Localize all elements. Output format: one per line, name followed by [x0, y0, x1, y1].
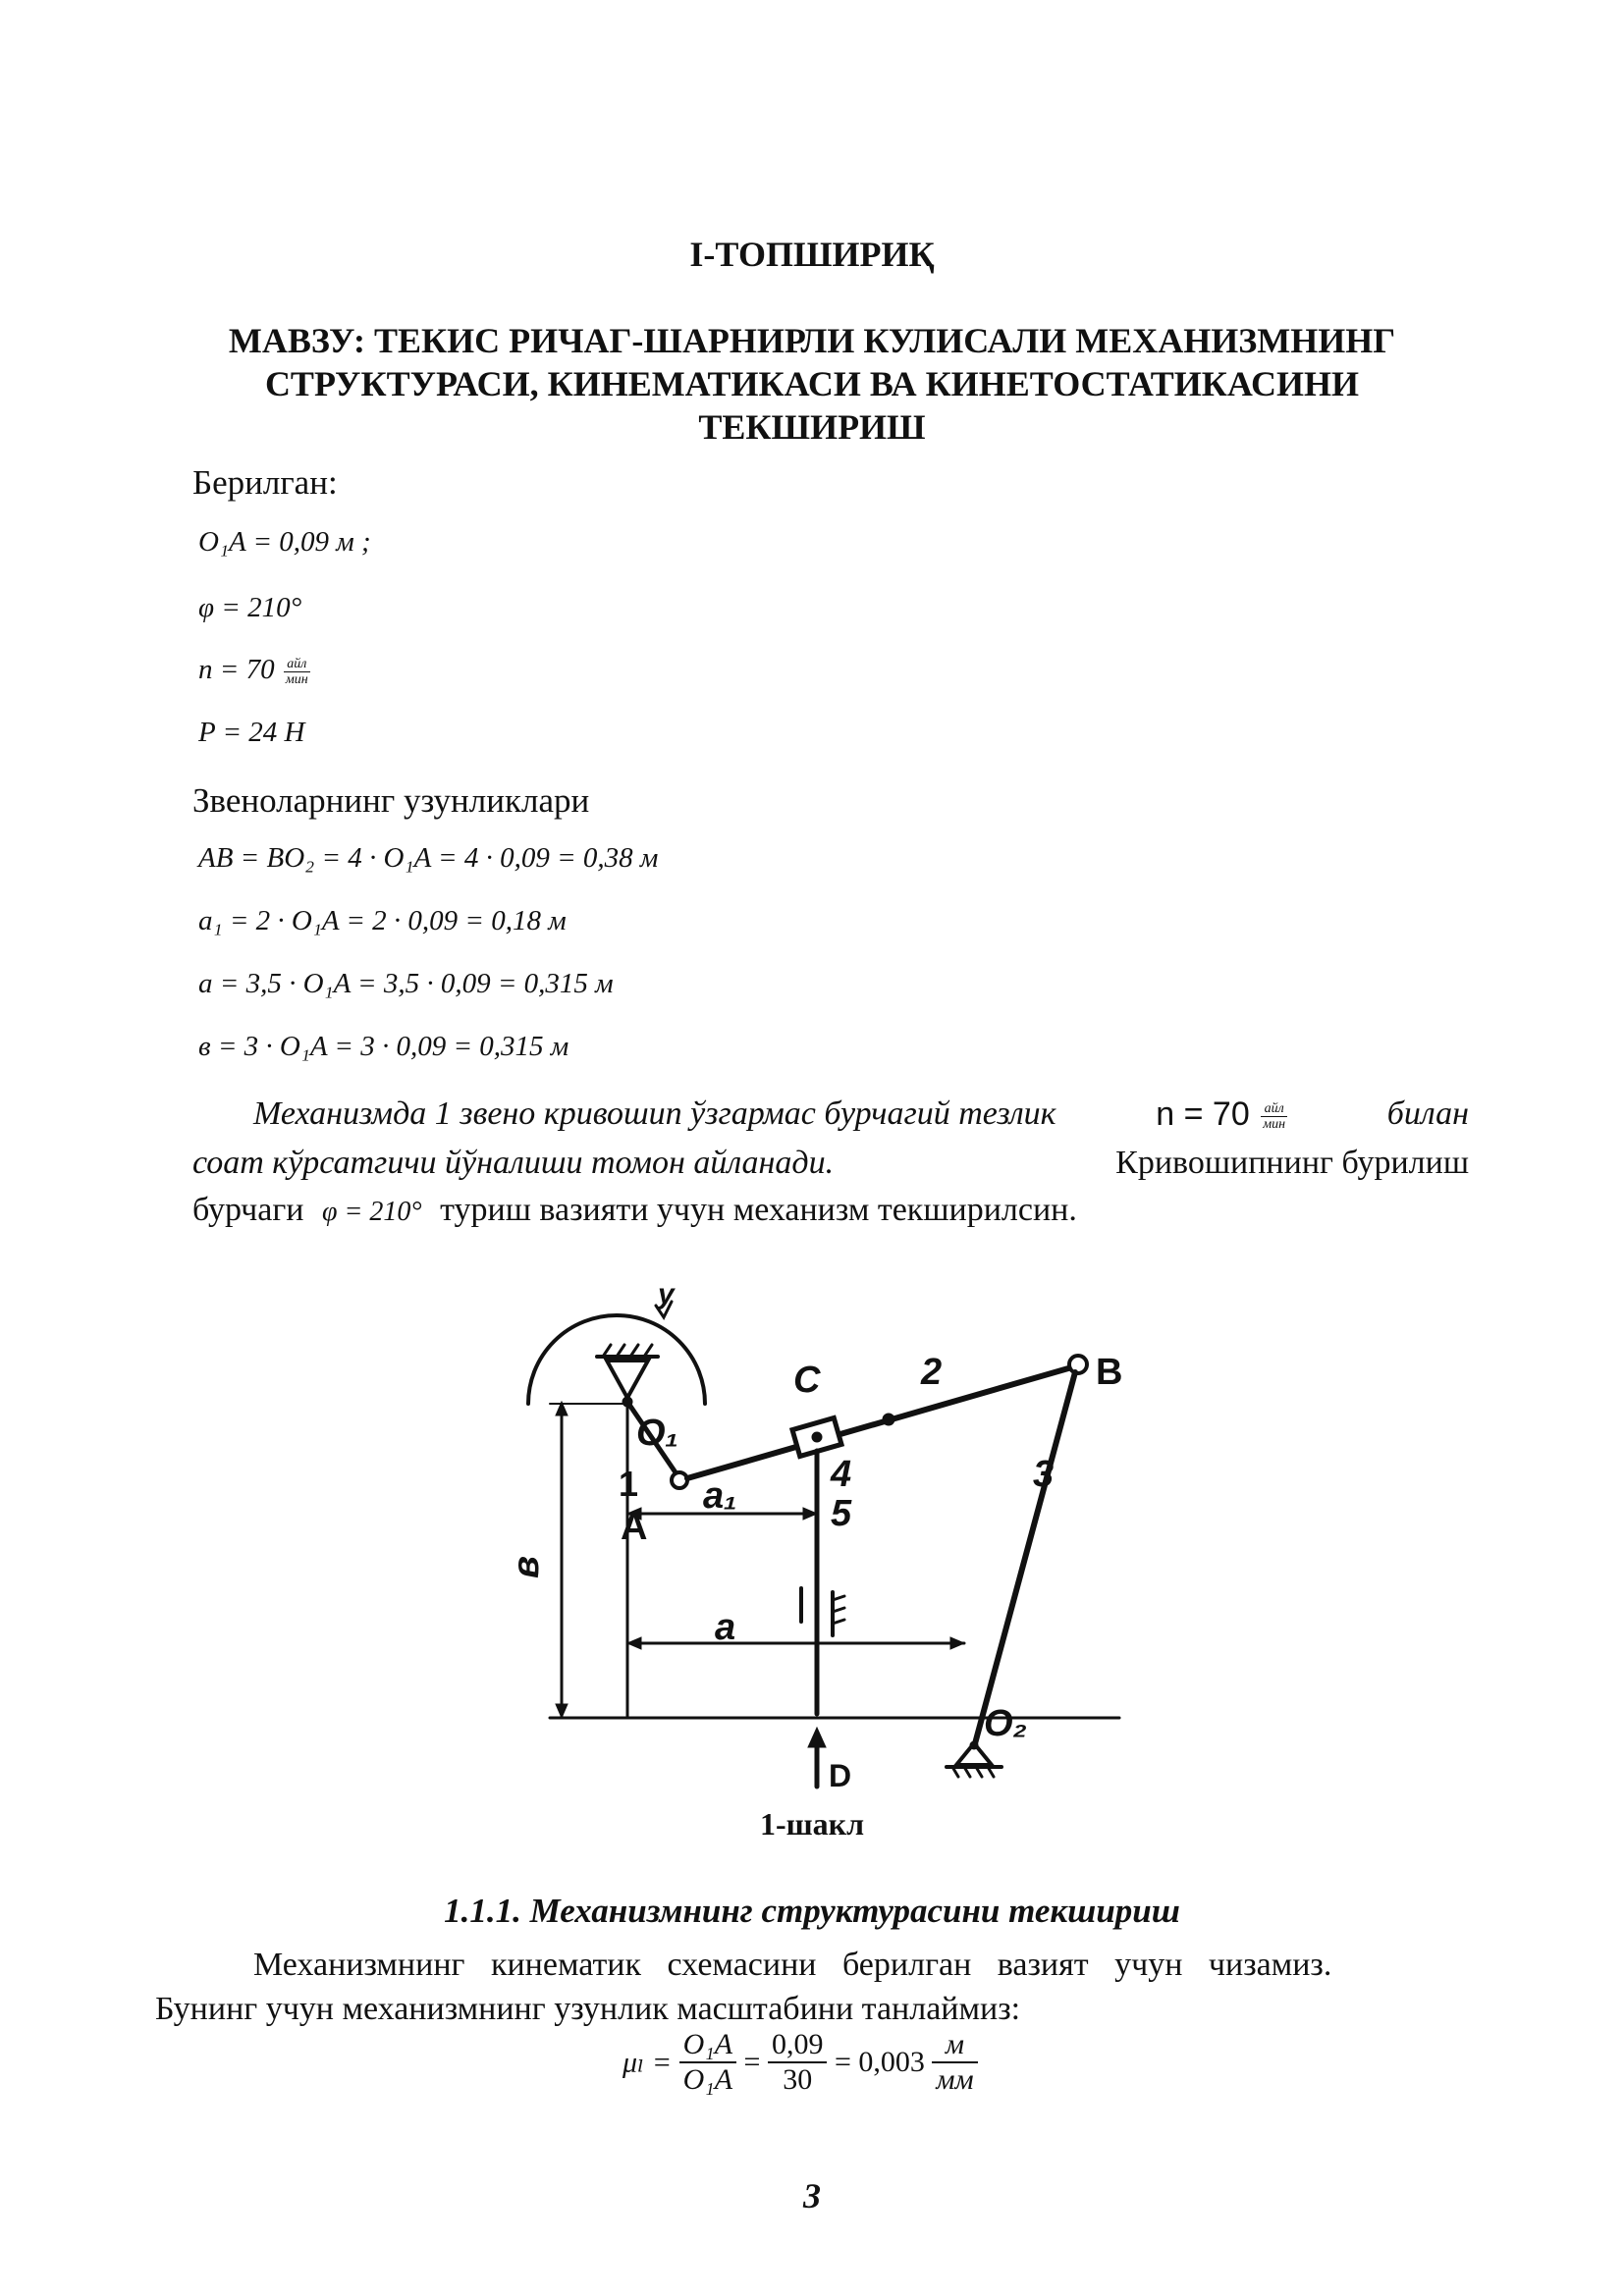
figure-caption: 1-шакл	[759, 1806, 865, 1842]
label-a-point: A	[621, 1507, 648, 1548]
section-para-line-1-words	[253, 1947, 1469, 1984]
mu-frac-2-den: 30	[783, 2063, 813, 2096]
mu-frac-2-num: 0,09	[768, 2028, 828, 2063]
label-o1: O₁	[636, 1413, 678, 1454]
task-title: I-ТОПШИРИҚ	[689, 235, 935, 274]
scale-formula	[623, 2028, 978, 2097]
intro-n-unit-num: айл	[1261, 1101, 1287, 1117]
mu-frac-3-num: м	[932, 2028, 977, 2063]
section-para-line-2: Бунинг учун механизмнинг узунлик масштабини танлаймиз:	[155, 1991, 1021, 2027]
given-label: Берилган:	[192, 463, 338, 502]
label-n2: 2	[921, 1352, 943, 1393]
link-ab	[687, 1366, 1075, 1478]
intro-n-value: n = 70	[1156, 1095, 1250, 1133]
label-n4: 4	[831, 1454, 852, 1495]
section-heading: 1.1.1. Механизмнинг структурасини текшириш	[444, 1892, 1180, 1930]
given-formula-o1a: O₁A = 0,09 м ;	[198, 526, 371, 558]
mu-frac-2	[768, 2028, 828, 2097]
intro-l2-rest: Кривошипнинг бурилиш	[1115, 1145, 1469, 1181]
section-p-line1: Механизмнинг кинематик схемасини берилган вазият учун чизамиз.	[253, 1947, 1332, 1983]
mu-frac-1-den: O₁A	[682, 2063, 733, 2096]
mu-eq: =	[743, 2046, 761, 2078]
topic-line-1: МАВЗУ: ТЕКИС РИЧАГ-ШАРНИРЛИ КУЛИСАЛИ МЕХАНИЗМНИНГ	[228, 321, 1396, 360]
intro-n-formula	[1156, 1095, 1287, 1134]
intro-l1-a: Механизмда 1 звено кривошип ўзгармас бурчагий тезлик	[253, 1095, 1056, 1132]
intro-n-unit-den: мин	[1263, 1116, 1286, 1132]
given-n-unit-num: айл	[284, 657, 310, 672]
links-label: Звеноларнинг узунликлари	[192, 781, 590, 820]
label-a: a	[715, 1607, 736, 1648]
topic-line-3: ТЕКШИРИШ	[698, 407, 926, 447]
mu-frac-3	[932, 2028, 977, 2097]
links-formula-a: a = 3,5 · O₁A = 3,5 · 0,09 = 0,315 м	[198, 968, 614, 999]
intro-line-1	[192, 1095, 1469, 1134]
label-n1: 1	[619, 1464, 639, 1504]
mid-dot-ab	[883, 1414, 894, 1425]
mu-result: = 0,003	[834, 2046, 925, 2078]
intro-l1-b: билан	[1386, 1095, 1469, 1132]
given-n-value: n = 70	[198, 654, 275, 685]
label-y: у	[658, 1278, 675, 1310]
label-n5: 5	[831, 1493, 852, 1534]
support-o1	[607, 1361, 648, 1398]
joint-a	[672, 1472, 687, 1488]
intro-line-3	[192, 1192, 1469, 1229]
label-b-dim: в	[506, 1556, 547, 1578]
link-bo2	[974, 1372, 1075, 1747]
label-c: C	[793, 1360, 821, 1401]
label-d: D	[829, 1758, 852, 1793]
label-o2: O₂	[984, 1703, 1028, 1744]
mu-frac-1-num: O₁A	[679, 2028, 736, 2063]
intro-n-unit	[1261, 1101, 1287, 1132]
given-n-unit-den: мин	[285, 671, 308, 687]
mu-frac-3-den: мм	[936, 2063, 974, 2096]
links-formula-ab: AB = BO₂ = 4 · O₁A = 4 · 0,09 = 0,38 м	[198, 842, 659, 874]
joint-b	[1069, 1356, 1087, 1373]
mu-lhs: μₗ =	[623, 2046, 673, 2079]
links-formula-a1: a₁ = 2 · O₁A = 2 · 0,09 = 0,18 м	[198, 905, 567, 936]
mechanism-figure	[506, 1276, 1218, 1796]
given-formula-phi: φ = 210°	[198, 592, 302, 623]
label-b: B	[1096, 1352, 1123, 1393]
page-number: 3	[803, 2176, 821, 2216]
section-para-line-1	[253, 1947, 1469, 1984]
given-formula-p: P = 24 H	[198, 717, 305, 748]
given-formula-n	[198, 654, 310, 687]
given-n-unit	[284, 657, 310, 687]
intro-l2-italic: соат кўрсатгичи йўналиши томон айланади.	[192, 1145, 835, 1181]
intro-l3-a: бурчаги	[192, 1192, 304, 1228]
intro-l3-phi: φ = 210°	[322, 1197, 422, 1227]
topic-line-2: СТРУКТУРАСИ, КИНЕМАТИКАСИ ВА КИНЕТОСТАТИКАСИНИ	[264, 364, 1360, 403]
intro-line-2	[192, 1145, 1469, 1182]
intro-l3-b: туриш вазияти учун механизм текширилсин.	[440, 1192, 1077, 1228]
links-formula-b: в = 3 · O₁A = 3 · 0,09 = 0,315 м	[198, 1031, 569, 1062]
mu-frac-1	[679, 2028, 736, 2097]
label-n3: 3	[1033, 1454, 1055, 1495]
label-a1: a₁	[703, 1475, 737, 1517]
